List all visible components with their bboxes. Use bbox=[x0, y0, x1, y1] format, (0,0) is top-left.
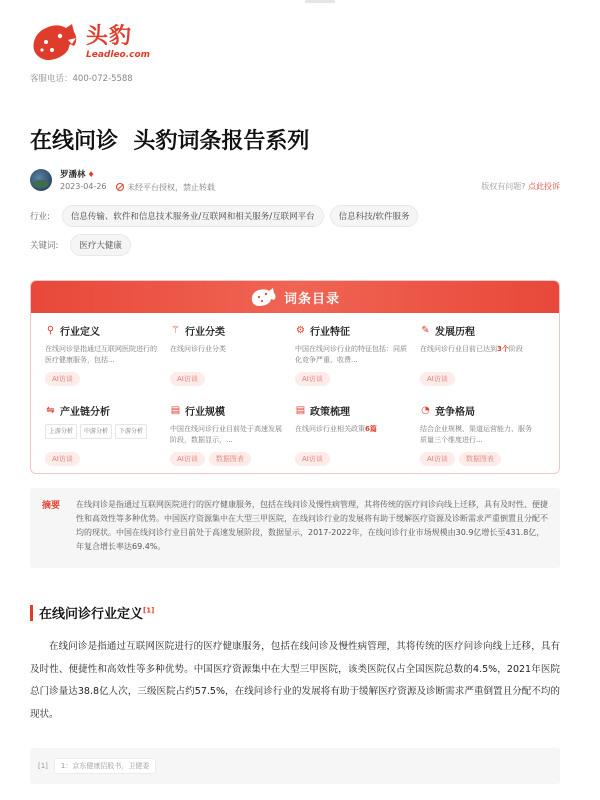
toc-item-subtags bbox=[45, 424, 162, 446]
toc-item-competition[interactable] bbox=[420, 403, 545, 474]
keyword-tag[interactable]: 医疗大健康 bbox=[70, 234, 131, 256]
toc-item-desc: 在线问诊行业相关政策6篇 bbox=[295, 425, 377, 433]
footnote-source[interactable]: 1：京东健康招股书，卫健委 bbox=[54, 758, 156, 774]
midstream-tag[interactable]: 中游分析 bbox=[80, 424, 112, 439]
section-accent-bar bbox=[30, 605, 33, 621]
citation-link[interactable]: [1] bbox=[143, 606, 155, 615]
toc-item-title: 产业链分析 bbox=[60, 407, 110, 418]
top-strip bbox=[0, 0, 600, 6]
prohibited-icon bbox=[116, 183, 124, 191]
summary-label: 摘要 bbox=[42, 501, 61, 511]
copyright-report bbox=[481, 181, 560, 192]
ai-interview-pill[interactable]: AI访谈 bbox=[45, 372, 80, 386]
data-chart-pill[interactable]: 数据图表 bbox=[459, 452, 501, 466]
ai-interview-pill[interactable]: AI访谈 bbox=[295, 452, 330, 466]
toc-item-policy[interactable] bbox=[295, 403, 420, 474]
ai-interview-pill[interactable]: AI访谈 bbox=[170, 372, 205, 386]
ai-interview-pill[interactable]: AI访谈 bbox=[295, 372, 330, 386]
toc-item-classification[interactable] bbox=[170, 323, 295, 403]
table-of-contents bbox=[30, 280, 560, 474]
leopard-icon bbox=[250, 286, 276, 308]
policy-icon: ▤ bbox=[295, 405, 306, 416]
toc-item-title: 行业分类 bbox=[185, 327, 225, 338]
industry-tag[interactable]: 信息科技/软件服务 bbox=[330, 205, 419, 227]
complaint-link[interactable]: 点此投诉 bbox=[528, 182, 560, 191]
downstream-tag[interactable]: 下游分析 bbox=[115, 424, 147, 439]
footnote-box bbox=[30, 748, 560, 784]
ai-interview-pill[interactable]: AI访谈 bbox=[420, 372, 455, 386]
service-phone: 客服电话：400-072-5588 bbox=[30, 74, 133, 84]
data-chart-pill[interactable]: 数据图表 bbox=[209, 452, 251, 466]
industry-label: 行业: bbox=[30, 212, 50, 222]
toc-item-desc: 中国在线问诊行业的特征包括：同质化竞争严重、收费... bbox=[295, 345, 407, 364]
keywords-row bbox=[30, 234, 131, 256]
toc-item-title: 政策梳理 bbox=[310, 407, 350, 418]
author-row bbox=[30, 168, 570, 194]
toc-item-chain[interactable] bbox=[45, 403, 170, 474]
section-title: 在线问诊行业定义 bbox=[39, 607, 144, 622]
brand-name: 头豹 bbox=[86, 23, 133, 49]
classification-icon: ⚚ bbox=[171, 325, 180, 336]
section-body: 在线问诊是指通过互联网医院进行的医疗健康服务，包括在线问诊及慢性病管理，其将传统的医疗问诊向线上迁移，具有及时性、便捷性和高效性等多种优势。中国医疗资源集中在大型三甲医院，该类医院仅占全国医院总数的4.5%，2021年医院总门诊量达38.8亿人次，三级医院占约57.5%，在线问诊行业的发展将有助于缓解医疗资源及诊断需求严重倒置且分配不均的现状。 bbox=[30, 641, 560, 720]
history-icon: ✎ bbox=[421, 325, 430, 336]
copyright-question: 版权有问题? bbox=[481, 182, 526, 191]
page-title: 在线问诊 头豹词条报告系列 bbox=[30, 129, 310, 154]
definition-icon: ⚲ bbox=[46, 325, 55, 336]
ai-interview-pill[interactable]: AI访谈 bbox=[170, 452, 205, 466]
toc-item-title: 发展历程 bbox=[435, 327, 475, 338]
brand-logo[interactable] bbox=[30, 20, 570, 64]
toc-item-desc: 在线问诊是指通过互联网医院进行的医疗健康服务，包括... bbox=[45, 345, 157, 364]
chain-icon: ⇋ bbox=[46, 405, 55, 416]
scale-icon: ▤ bbox=[170, 405, 181, 416]
toc-item-title: 竞争格局 bbox=[435, 407, 475, 418]
toc-item-title: 行业规模 bbox=[185, 407, 225, 418]
industry-row bbox=[30, 205, 418, 227]
toc-item-definition[interactable] bbox=[45, 323, 170, 403]
keywords-label: 关键词: bbox=[30, 241, 59, 251]
footnote-number: [1] bbox=[38, 762, 48, 770]
ai-interview-pill[interactable]: AI访谈 bbox=[45, 452, 80, 466]
toc-item-title: 行业特征 bbox=[310, 327, 350, 338]
ai-interview-pill[interactable]: AI访谈 bbox=[420, 452, 455, 466]
author-name[interactable]: 罗潘林 bbox=[60, 170, 86, 180]
toc-item-desc: 在线问诊行业目前已达到3个阶段 bbox=[420, 345, 523, 353]
leopard-logo-icon bbox=[30, 20, 78, 64]
toc-item-title: 行业定义 bbox=[60, 327, 100, 338]
repost-notice-text: 未经平台授权，禁止转载 bbox=[127, 183, 215, 192]
toc-item-desc: 中国在线问诊行业目前处于高速发展阶段，数据显示，... bbox=[170, 425, 282, 444]
publish-date: 2023-04-26 bbox=[60, 182, 107, 191]
upstream-tag[interactable]: 上游分析 bbox=[45, 424, 77, 439]
toc-title: 词条目录 bbox=[283, 291, 340, 307]
summary-text: 在线问诊是指通过互联网医院进行的医疗健康服务，包括在线问诊及慢性病管理，其将传统的医疗问诊向线上迁移，具有及时性、便捷性和高效性等多种优势。中国医疗资源集中在大型三甲医院，在线问诊行业的发展将有助于缓解医疗资源及诊断需求严重倒置且分配不均的现状。中国在线问诊行业目前处于高速发展阶段，数据显示，2017-2022年，在线问诊行业市场规模由30.9亿增长至431.8亿，年复合增长率达69.4%。 bbox=[76, 500, 548, 551]
toc-item-features[interactable] bbox=[295, 323, 420, 403]
summary-box bbox=[30, 488, 560, 568]
toc-item-desc: 在线问诊行业分类 bbox=[170, 345, 226, 353]
toc-item-history[interactable] bbox=[420, 323, 545, 403]
section-heading bbox=[30, 603, 154, 622]
industry-tag[interactable]: 信息传输、软件和信息技术服务业/互联网和相关服务/互联网平台 bbox=[62, 205, 324, 227]
author-badge-icon: ♦ bbox=[87, 170, 95, 179]
header bbox=[30, 20, 570, 90]
competition-icon: ◔ bbox=[421, 405, 430, 416]
toc-item-desc: 结合企业规模、渠道运营能力、服务质量三个维度进行... bbox=[420, 425, 532, 444]
toc-item-scale[interactable] bbox=[170, 403, 295, 474]
brand-domain: Leadleo.com bbox=[86, 49, 151, 60]
author-avatar[interactable] bbox=[30, 169, 52, 191]
features-icon: ⚙ bbox=[296, 325, 305, 336]
toc-header bbox=[31, 281, 559, 313]
repost-notice bbox=[116, 182, 215, 193]
